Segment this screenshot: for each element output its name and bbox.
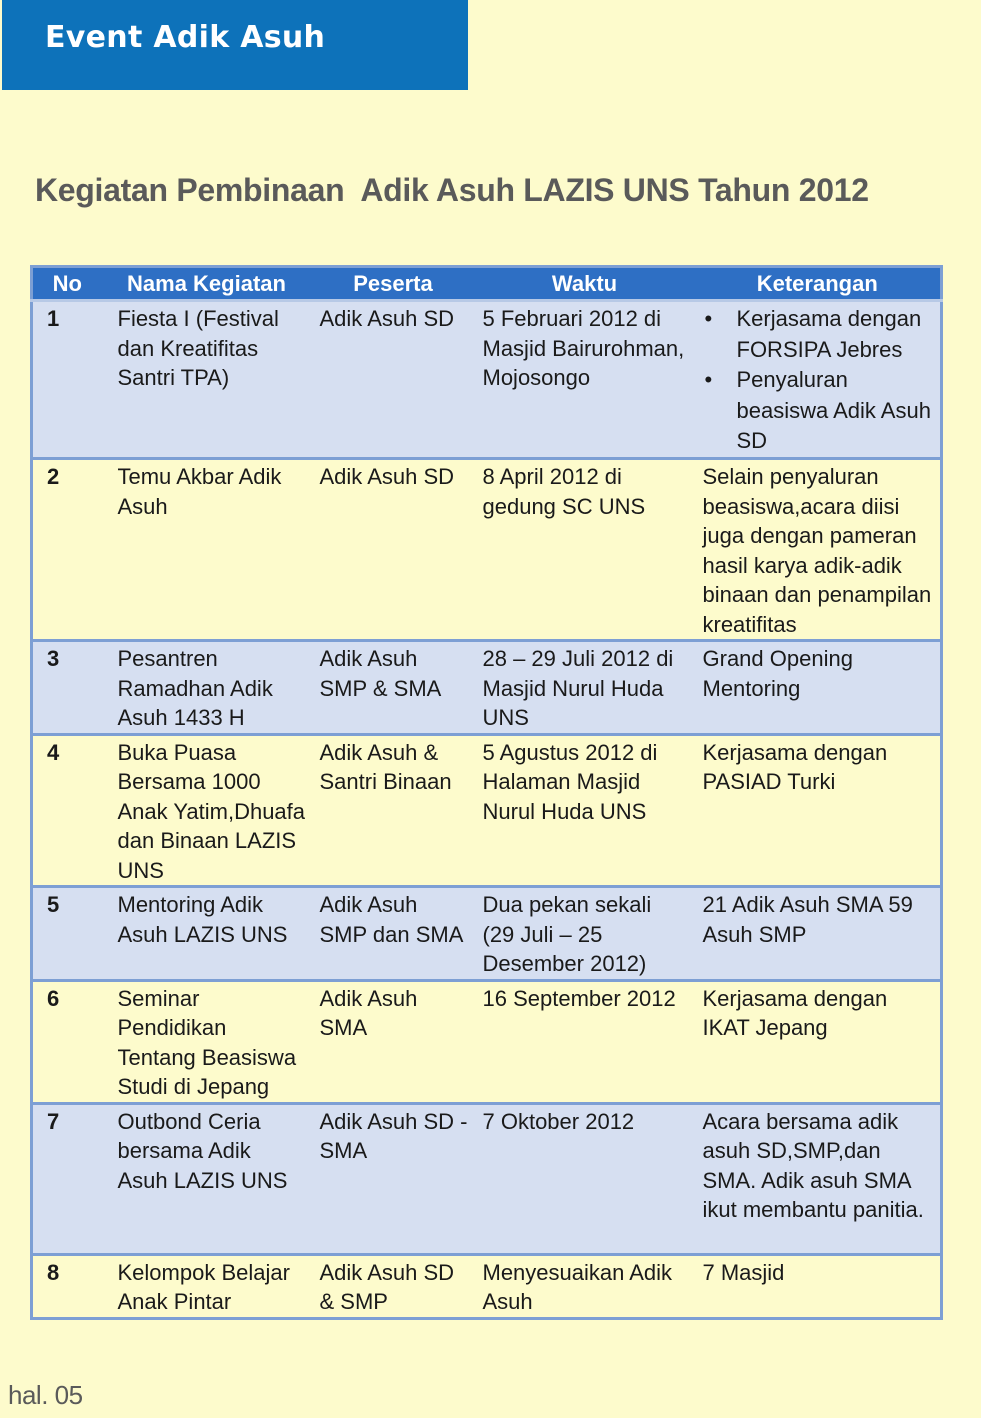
participants: Adik Asuh & Santri Binaan: [312, 734, 475, 887]
notes: 21 Adik Asuh SMA 59 Asuh SMP: [695, 887, 942, 981]
notes: 7 Masjid: [695, 1254, 942, 1318]
table-header-row: [32, 267, 942, 301]
activity-name: Kelompok Belajar Anak Pintar: [102, 1254, 312, 1318]
row-number: 1: [32, 301, 102, 459]
table-row: [32, 459, 942, 641]
table-row: [32, 301, 942, 459]
participants: Adik Asuh SD: [312, 459, 475, 641]
schedule: 28 – 29 Juli 2012 di Masjid Nurul Huda UNS: [475, 641, 695, 735]
activity-name: Temu Akbar Adik Asuh: [102, 459, 312, 641]
schedule: 5 Agustus 2012 di Halaman Masjid Nurul Huda UNS: [475, 734, 695, 887]
notes: Acara bersama adik asuh SD,SMP,dan SMA. Adik asuh SMA ikut membantu panitia.: [695, 1103, 942, 1254]
notes: Grand Opening Mentoring: [695, 641, 942, 735]
list-item: • Penyaluran beasiswa Adik Asuh SD: [703, 365, 935, 457]
schedule: 16 September 2012: [475, 980, 695, 1103]
activity-name: Mentoring Adik Asuh LAZIS UNS: [102, 887, 312, 981]
activity-name: Buka Puasa Bersama 1000 Anak Yatim,Dhuafa dan Binaan LAZIS UNS: [102, 734, 312, 887]
row-number: 7: [32, 1103, 102, 1254]
notes: Kerjasama dengan IKAT Jepang: [695, 980, 942, 1103]
page-title: Kegiatan Pembinaan Adik Asuh LAZIS UNS Tahun 2012: [35, 172, 869, 208]
activity-name: Pesantren Ramadhan Adik Asuh 1433 H: [102, 641, 312, 735]
participants: Adik Asuh SD: [312, 301, 475, 459]
section-title: Event Adik Asuh: [45, 20, 326, 55]
row-number: 2: [32, 459, 102, 641]
participants: Adik Asuh SD & SMP: [312, 1254, 475, 1318]
table-row: [32, 980, 942, 1103]
table-row: [32, 1254, 942, 1318]
participants: Adik Asuh SMP dan SMA: [312, 887, 475, 981]
row-number: 4: [32, 734, 102, 887]
schedule: 7 Oktober 2012: [475, 1103, 695, 1254]
participants: Adik Asuh SMP & SMA: [312, 641, 475, 735]
schedule: Menyesuaikan Adik Asuh: [475, 1254, 695, 1318]
schedule: 5 Februari 2012 di Masjid Bairurohman, Mojosongo: [475, 301, 695, 459]
schedule: Dua pekan sekali (29 Juli – 25 Desember 2012): [475, 887, 695, 981]
activities-table: [30, 265, 943, 1320]
column-header-peserta: Peserta: [312, 267, 475, 301]
row-number: 8: [32, 1254, 102, 1318]
section-banner: [2, 0, 468, 90]
notes-list: [703, 304, 935, 457]
row-number: 3: [32, 641, 102, 735]
participants: Adik Asuh SMA: [312, 980, 475, 1103]
page-number: hal. 05: [8, 1380, 83, 1410]
activity-name: Outbond Ceria bersama Adik Asuh LAZIS UNS: [102, 1103, 312, 1254]
table-row: [32, 887, 942, 981]
column-header-keterangan: Keterangan: [695, 267, 942, 301]
table-row: [32, 1103, 942, 1254]
column-header-waktu: Waktu: [475, 267, 695, 301]
notes: Kerjasama dengan PASIAD Turki: [695, 734, 942, 887]
activity-name: Fiesta I (Festival dan Kreatifitas Santri TPA): [102, 301, 312, 459]
notes: [695, 301, 942, 459]
table-row: [32, 734, 942, 887]
row-number: 6: [32, 980, 102, 1103]
activity-name: Seminar Pendidikan Tentang Beasiswa Studi di Jepang: [102, 980, 312, 1103]
column-header-nama-kegiatan: Nama Kegiatan: [102, 267, 312, 301]
table-row: [32, 641, 942, 735]
list-item: • Kerjasama dengan FORSIPA Jebres: [703, 304, 935, 365]
column-header-no: No: [32, 267, 102, 301]
participants: Adik Asuh SD - SMA: [312, 1103, 475, 1254]
schedule: 8 April 2012 di gedung SC UNS: [475, 459, 695, 641]
notes: Selain penyaluran beasiswa,acara diisi juga dengan pameran hasil karya adik-adik binaan dan penampilan kreatifitas: [695, 459, 942, 641]
row-number: 5: [32, 887, 102, 981]
